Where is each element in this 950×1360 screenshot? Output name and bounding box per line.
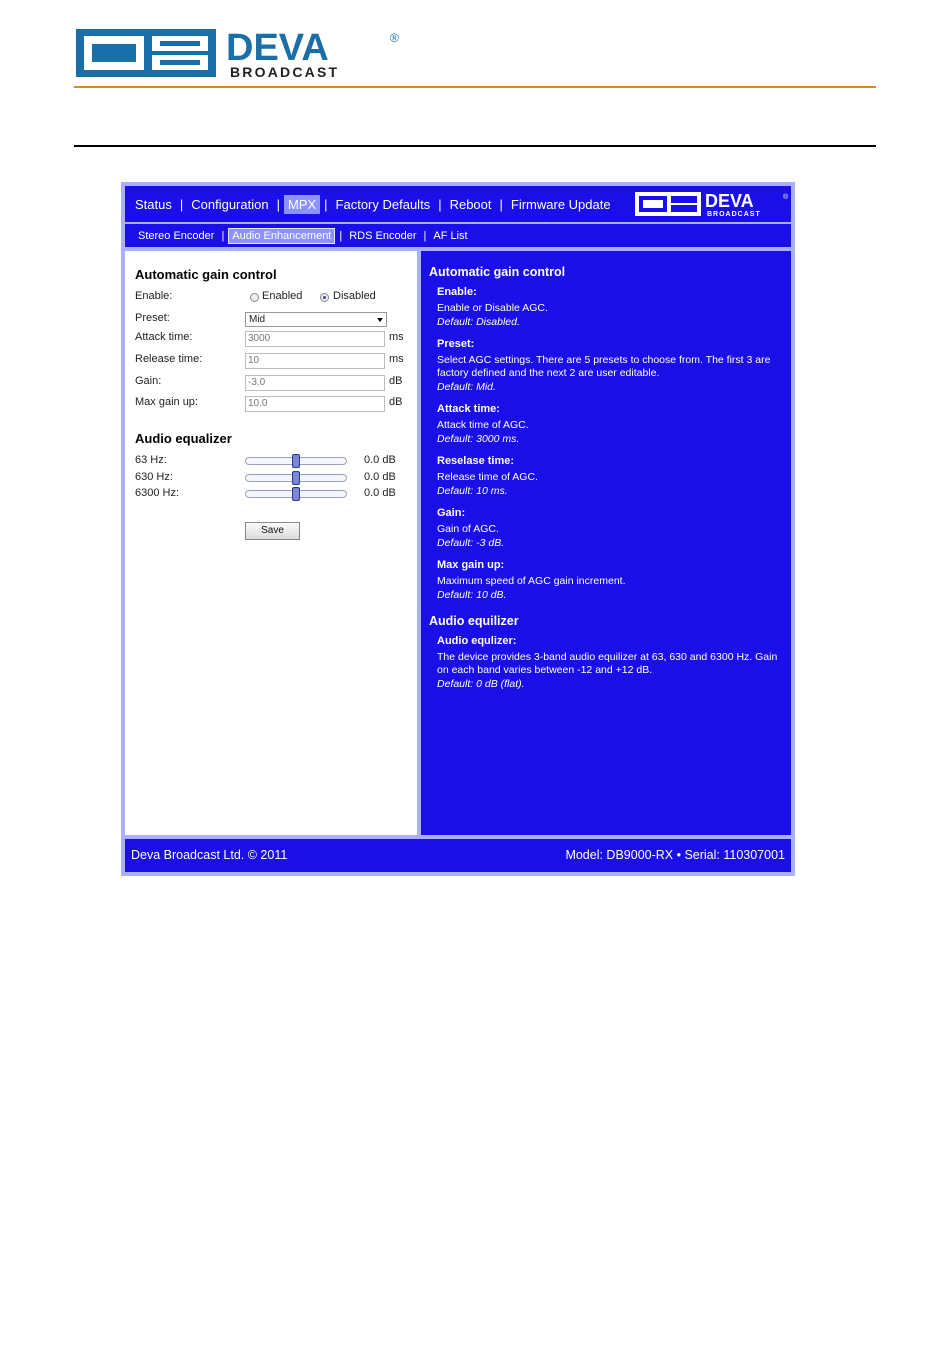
submenu-rds-encoder[interactable]: RDS Encoder xyxy=(349,229,417,242)
submenu-stereo-encoder[interactable]: Stereo Encoder xyxy=(138,229,215,242)
help-eq-text: The device provides 3-band audio equilizer at 63, 630 and 6300 Hz. Gain on each band varies between -12 and +12 dB. xyxy=(437,651,778,676)
gain-input[interactable]: -3.0 xyxy=(245,375,385,391)
submenu-separator: | xyxy=(339,229,343,242)
help-release-text: Release time of AGC. xyxy=(437,471,538,483)
help-maxgain-heading: Max gain up: xyxy=(437,559,505,571)
equalizer-heading: Audio equalizer xyxy=(135,431,232,446)
help-enable-heading: Enable: xyxy=(437,286,477,298)
settings-panel xyxy=(125,251,417,835)
eq-630hz-slider-thumb[interactable] xyxy=(292,471,300,485)
ui-deva-logo xyxy=(635,190,791,218)
enable-radio-disabled[interactable] xyxy=(320,293,329,302)
gain-unit: dB xyxy=(389,375,403,387)
menu-firmware-update[interactable]: Firmware Update xyxy=(510,196,611,212)
submenu-separator: | xyxy=(221,229,225,242)
help-release-default: Default: 10 ms. xyxy=(437,485,508,497)
submenu-separator: | xyxy=(423,229,427,242)
chevron-down-icon xyxy=(377,318,383,322)
submenu-af-list[interactable]: AF List xyxy=(433,229,468,242)
eq-6300hz-value: 0.0 dB xyxy=(364,487,396,499)
footer-model-serial: Model: DB9000-RX • Serial: 110307001 xyxy=(565,848,785,862)
menu-configuration[interactable]: Configuration xyxy=(191,196,269,212)
footer-copyright: Deva Broadcast Ltd. © 2011 xyxy=(131,848,288,862)
disabled-option-label: Disabled xyxy=(333,290,376,302)
device-web-ui xyxy=(121,182,795,876)
enable-label: Enable: xyxy=(135,290,173,302)
eq-630hz-label: 630 Hz: xyxy=(135,471,173,483)
svg-text:BROADCAST: BROADCAST xyxy=(707,211,761,218)
help-panel xyxy=(421,251,791,835)
top-navigation-bar xyxy=(125,186,791,222)
eq-630hz-slider[interactable] xyxy=(245,474,347,482)
menu-separator: | xyxy=(324,196,328,212)
help-equalizer-heading: Audio equilizer xyxy=(429,614,519,628)
eq-63hz-slider-thumb[interactable] xyxy=(292,454,300,468)
attack-time-unit: ms xyxy=(389,331,404,343)
help-enable-default: Default: Disabled. xyxy=(437,316,520,328)
svg-text:®: ® xyxy=(783,194,789,201)
help-release-heading: Reselase time: xyxy=(437,455,515,467)
menu-status[interactable]: Status xyxy=(135,196,172,212)
eq-6300hz-label: 6300 Hz: xyxy=(135,487,180,499)
max-gain-up-input[interactable]: 10.0 xyxy=(245,396,385,412)
preset-select[interactable] xyxy=(245,312,387,327)
gain-label: Gain: xyxy=(135,375,162,387)
attack-time-input[interactable]: 3000 xyxy=(245,331,385,347)
header-rule-orange xyxy=(74,86,876,88)
enable-radio-enabled[interactable] xyxy=(250,293,259,302)
menu-separator: | xyxy=(179,196,184,212)
svg-text:DEVA: DEVA xyxy=(705,191,754,211)
submenu-audio-enhancement[interactable]: Audio Enhancement xyxy=(228,228,335,244)
footer-bar xyxy=(125,839,791,872)
svg-text:BROADCAST: BROADCAST xyxy=(230,64,340,80)
max-gain-up-label: Max gain up: xyxy=(135,396,198,408)
menu-mpx[interactable]: MPX xyxy=(284,195,320,214)
header-rule-black xyxy=(74,145,876,147)
eq-6300hz-slider[interactable] xyxy=(245,490,347,498)
help-preset-heading: Preset: xyxy=(437,338,475,350)
eq-630hz-value: 0.0 dB xyxy=(364,471,396,483)
sub-menu xyxy=(135,224,471,247)
help-enable-text: Enable or Disable AGC. xyxy=(437,302,548,314)
attack-time-label: Attack time: xyxy=(135,331,193,343)
help-maxgain-text: Maximum speed of AGC gain increment. xyxy=(437,575,626,587)
help-attack-heading: Attack time: xyxy=(437,403,500,415)
eq-63hz-value: 0.0 dB xyxy=(364,454,396,466)
main-menu xyxy=(131,186,615,222)
svg-text:DEVA: DEVA xyxy=(226,27,329,69)
agc-heading: Automatic gain control xyxy=(135,267,277,282)
enabled-option-label: Enabled xyxy=(262,290,303,302)
help-gain-default: Default: -3 dB. xyxy=(437,537,505,549)
help-attack-default: Default: 3000 ms. xyxy=(437,433,520,445)
help-gain-text: Gain of AGC. xyxy=(437,523,499,535)
max-gain-up-unit: dB xyxy=(389,396,403,408)
release-time-input[interactable]: 10 xyxy=(245,353,385,369)
help-preset-default: Default: Mid. xyxy=(437,381,496,393)
release-time-unit: ms xyxy=(389,353,404,365)
menu-separator: | xyxy=(276,196,280,212)
help-eq-default: Default: 0 dB (flat). xyxy=(437,678,525,690)
menu-reboot[interactable]: Reboot xyxy=(449,196,492,212)
release-time-label: Release time: xyxy=(135,353,203,365)
help-gain-heading: Gain: xyxy=(437,507,466,519)
preset-label: Preset: xyxy=(135,312,170,324)
save-button[interactable]: Save xyxy=(245,522,300,540)
help-preset-text: Select AGC settings. There are 5 presets to choose from. The first 3 are factory defined and the next 2 are user editable. xyxy=(437,354,771,379)
help-attack-text: Attack time of AGC. xyxy=(437,419,529,431)
eq-63hz-slider[interactable] xyxy=(245,457,347,465)
help-eq-subheading: Audio equlizer: xyxy=(437,635,517,647)
eq-63hz-label: 63 Hz: xyxy=(135,454,167,466)
menu-separator: | xyxy=(438,196,442,212)
preset-select-value: Mid xyxy=(249,314,266,325)
deva-broadcast-logo xyxy=(74,26,408,80)
menu-factory-defaults[interactable]: Factory Defaults xyxy=(335,196,431,212)
menu-separator: | xyxy=(499,196,503,212)
sub-navigation-bar xyxy=(125,224,791,247)
eq-6300hz-slider-thumb[interactable] xyxy=(292,487,300,501)
help-agc-heading: Automatic gain control xyxy=(429,265,566,279)
help-maxgain-default: Default: 10 dB. xyxy=(437,589,507,601)
svg-text:®: ® xyxy=(390,31,399,45)
